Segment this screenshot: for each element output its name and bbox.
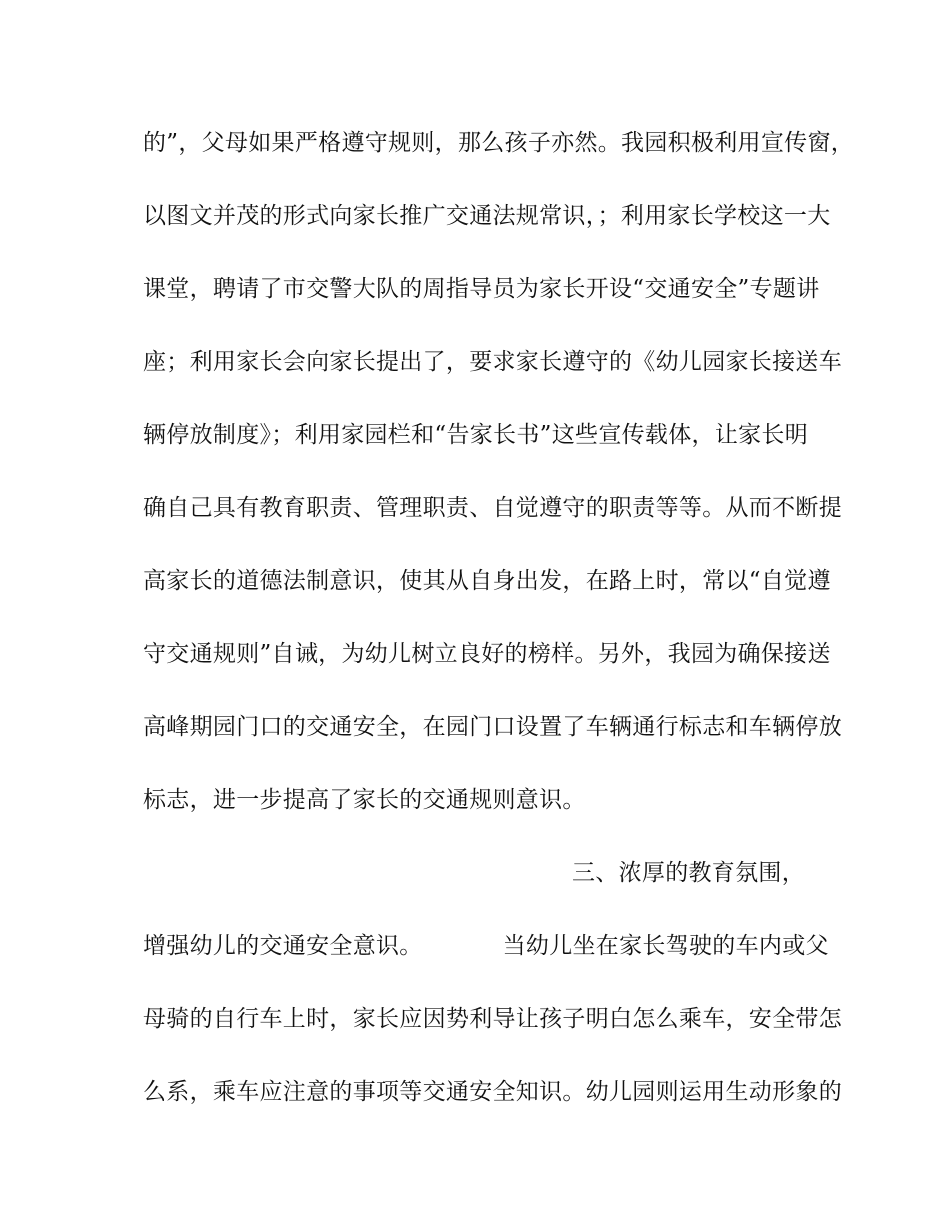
text-line: 课堂，聘请了市交警大队的周指导员为家长开设“交通安全”专题讲 [143,276,820,302]
text-segment: 增强幼儿的交通安全意识。 [143,933,423,959]
text-line: 辆停放制度》；利用家园栏和“告家长书”这些宣传载体，让家长明 [143,422,809,448]
text-line: 标志，进一步提高了家长的交通规则意识。 [143,787,586,813]
text-segment: 当幼儿坐在家长驾驶的车内或父 [502,933,829,959]
text-line: 守交通规则”自诫，为幼儿树立良好的榜样。另外，我园为确保接送 [143,641,831,667]
text-line: 以图文并茂的形式向家长推广交通法规常识，；利用家长学校这一大 [143,203,831,229]
text-line: 高家长的道德法制意识，使其从自身出发，在路上时，常以“自觉遵 [143,568,831,594]
document-body [143,126,855,1148]
text-line: 的”，父母如果严格遵守规则，那么孩子亦然。我园积极利用宣传窗， [143,130,855,156]
text-line: 么系，乘车应注意的事项等交通安全知识。幼儿园则运用生动形象的 [143,1079,842,1105]
text-line: 高峰期园门口的交通安全，在园门口设置了车辆通行标志和车辆停放 [143,714,842,740]
text-line: 确自己具有教育职责、管理职责、自觉遵守的职责等等。从而不断提 [143,495,842,521]
section-heading: 三、浓厚的教育氛围， [572,860,805,886]
text-line-split [143,929,829,1002]
text-line: 母骑的自行车上时，家长应因势利导让孩子明白怎么乘车，安全带怎 [143,1006,842,1032]
text-line: 座；利用家长会向家长提出了，要求家长遵守的《幼儿园家长接送车 [143,349,842,375]
